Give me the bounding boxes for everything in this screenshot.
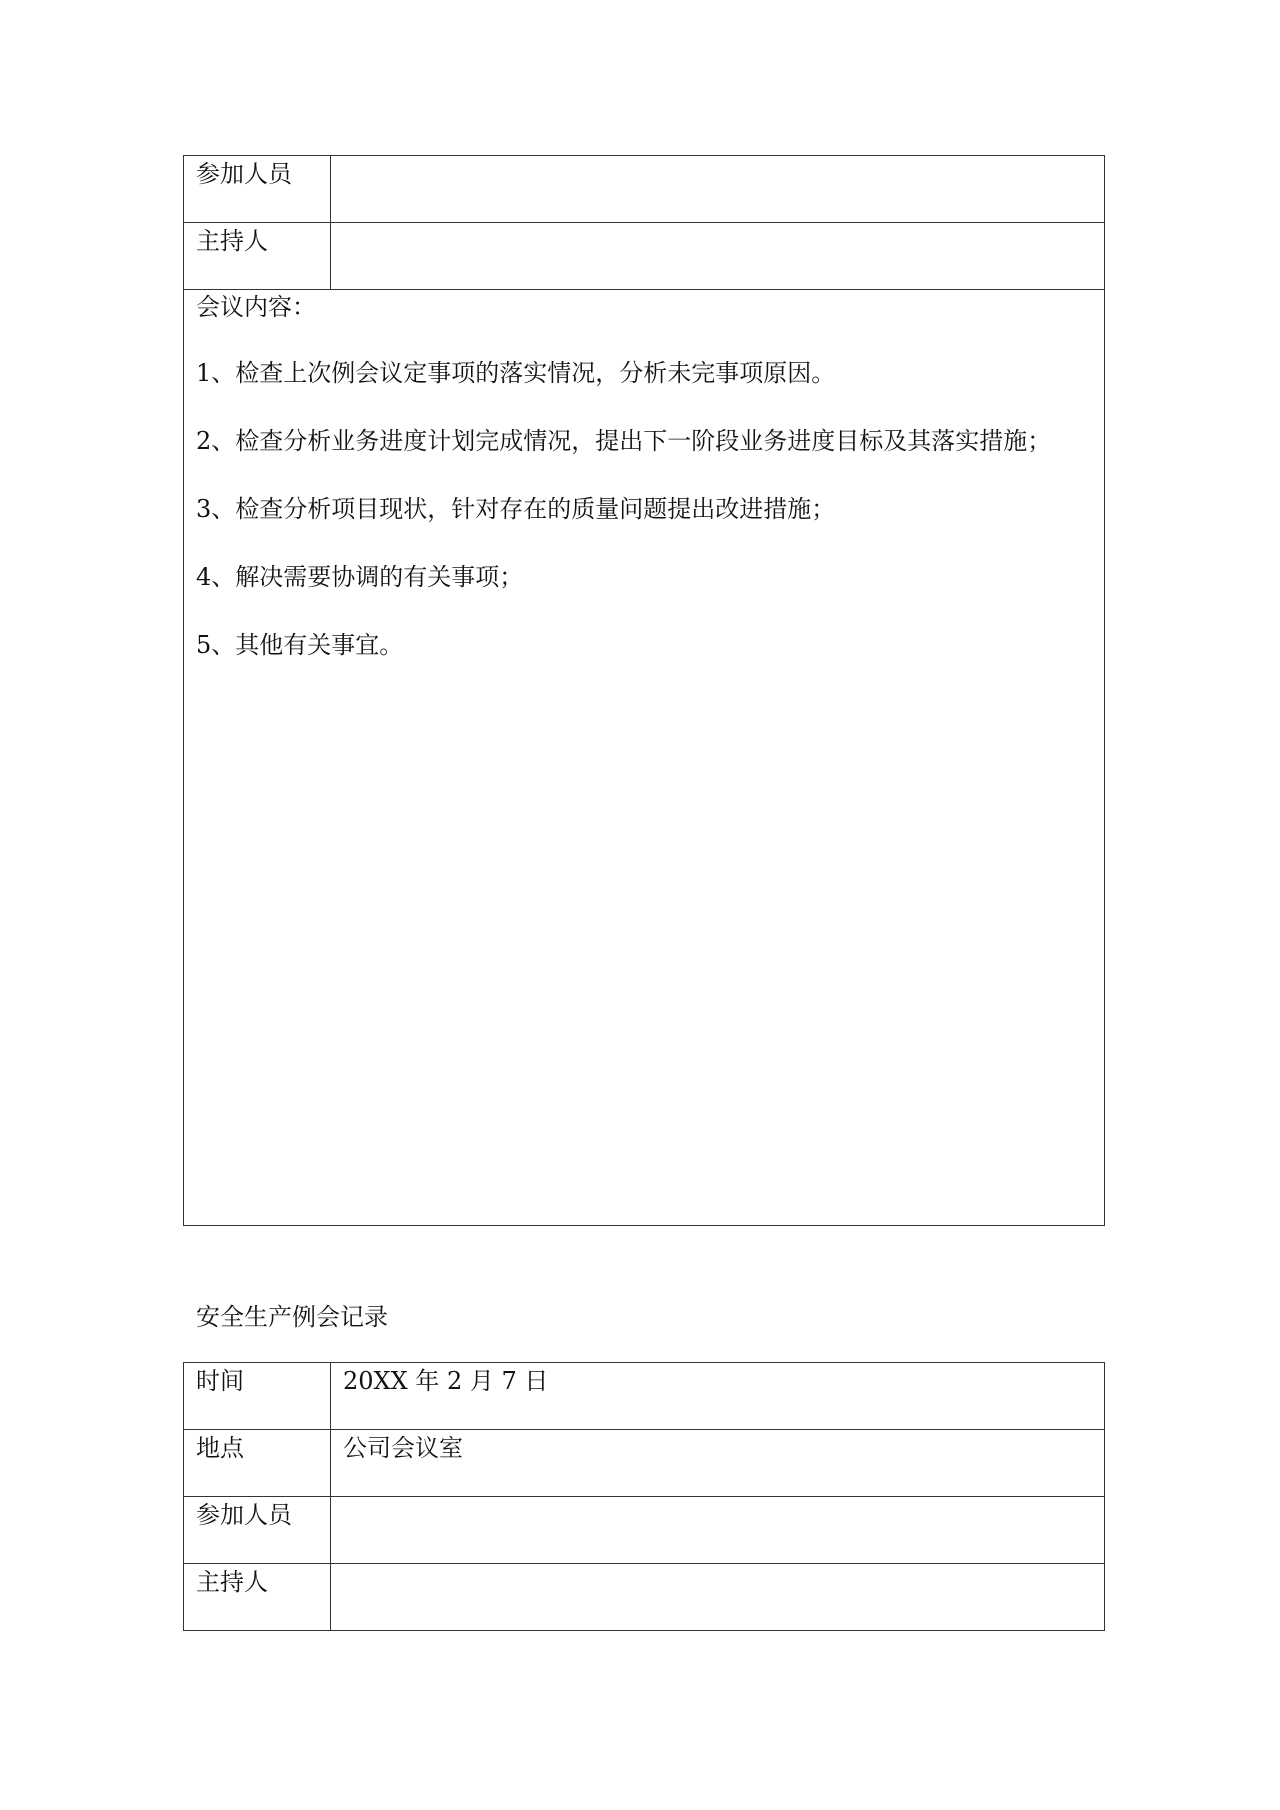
host-value [331, 1564, 1105, 1631]
safety-meeting-record-table [183, 1362, 1105, 1631]
place-label: 地点 [184, 1430, 331, 1497]
participants-label: 参加人员 [184, 1497, 331, 1564]
participants-row [184, 1497, 1105, 1564]
host-row [184, 223, 1105, 290]
content-item: 5、其他有关事宜。 [196, 631, 404, 659]
host-value [331, 223, 1105, 290]
content-heading: 会议内容： [196, 293, 316, 321]
content-row [184, 290, 1105, 1226]
meeting-content-cell [184, 290, 1105, 1226]
content-item: 2、检查分析业务进度计划完成情况，提出下一阶段业务进度目标及其落实措施； [196, 427, 1052, 455]
time-label: 时间 [184, 1363, 331, 1430]
section-title: 安全生产例会记录 [196, 1303, 388, 1331]
participants-row [184, 156, 1105, 223]
host-label: 主持人 [184, 1564, 331, 1631]
time-value: 20XX 年 2 月 7 日 [331, 1363, 1105, 1430]
time-row [184, 1363, 1105, 1430]
participants-value [331, 156, 1105, 223]
content-item: 3、检查分析项目现状，针对存在的质量问题提出改进措施； [196, 495, 836, 523]
place-value: 公司会议室 [331, 1430, 1105, 1497]
host-row [184, 1564, 1105, 1631]
participants-value [331, 1497, 1105, 1564]
place-row [184, 1430, 1105, 1497]
content-item: 1、检查上次例会议定事项的落实情况，分析未完事项原因。 [196, 359, 836, 387]
host-label: 主持人 [184, 223, 331, 290]
meeting-record-table-continued [183, 155, 1105, 1226]
content-item: 4、解决需要协调的有关事项； [196, 563, 524, 591]
participants-label: 参加人员 [184, 156, 331, 223]
